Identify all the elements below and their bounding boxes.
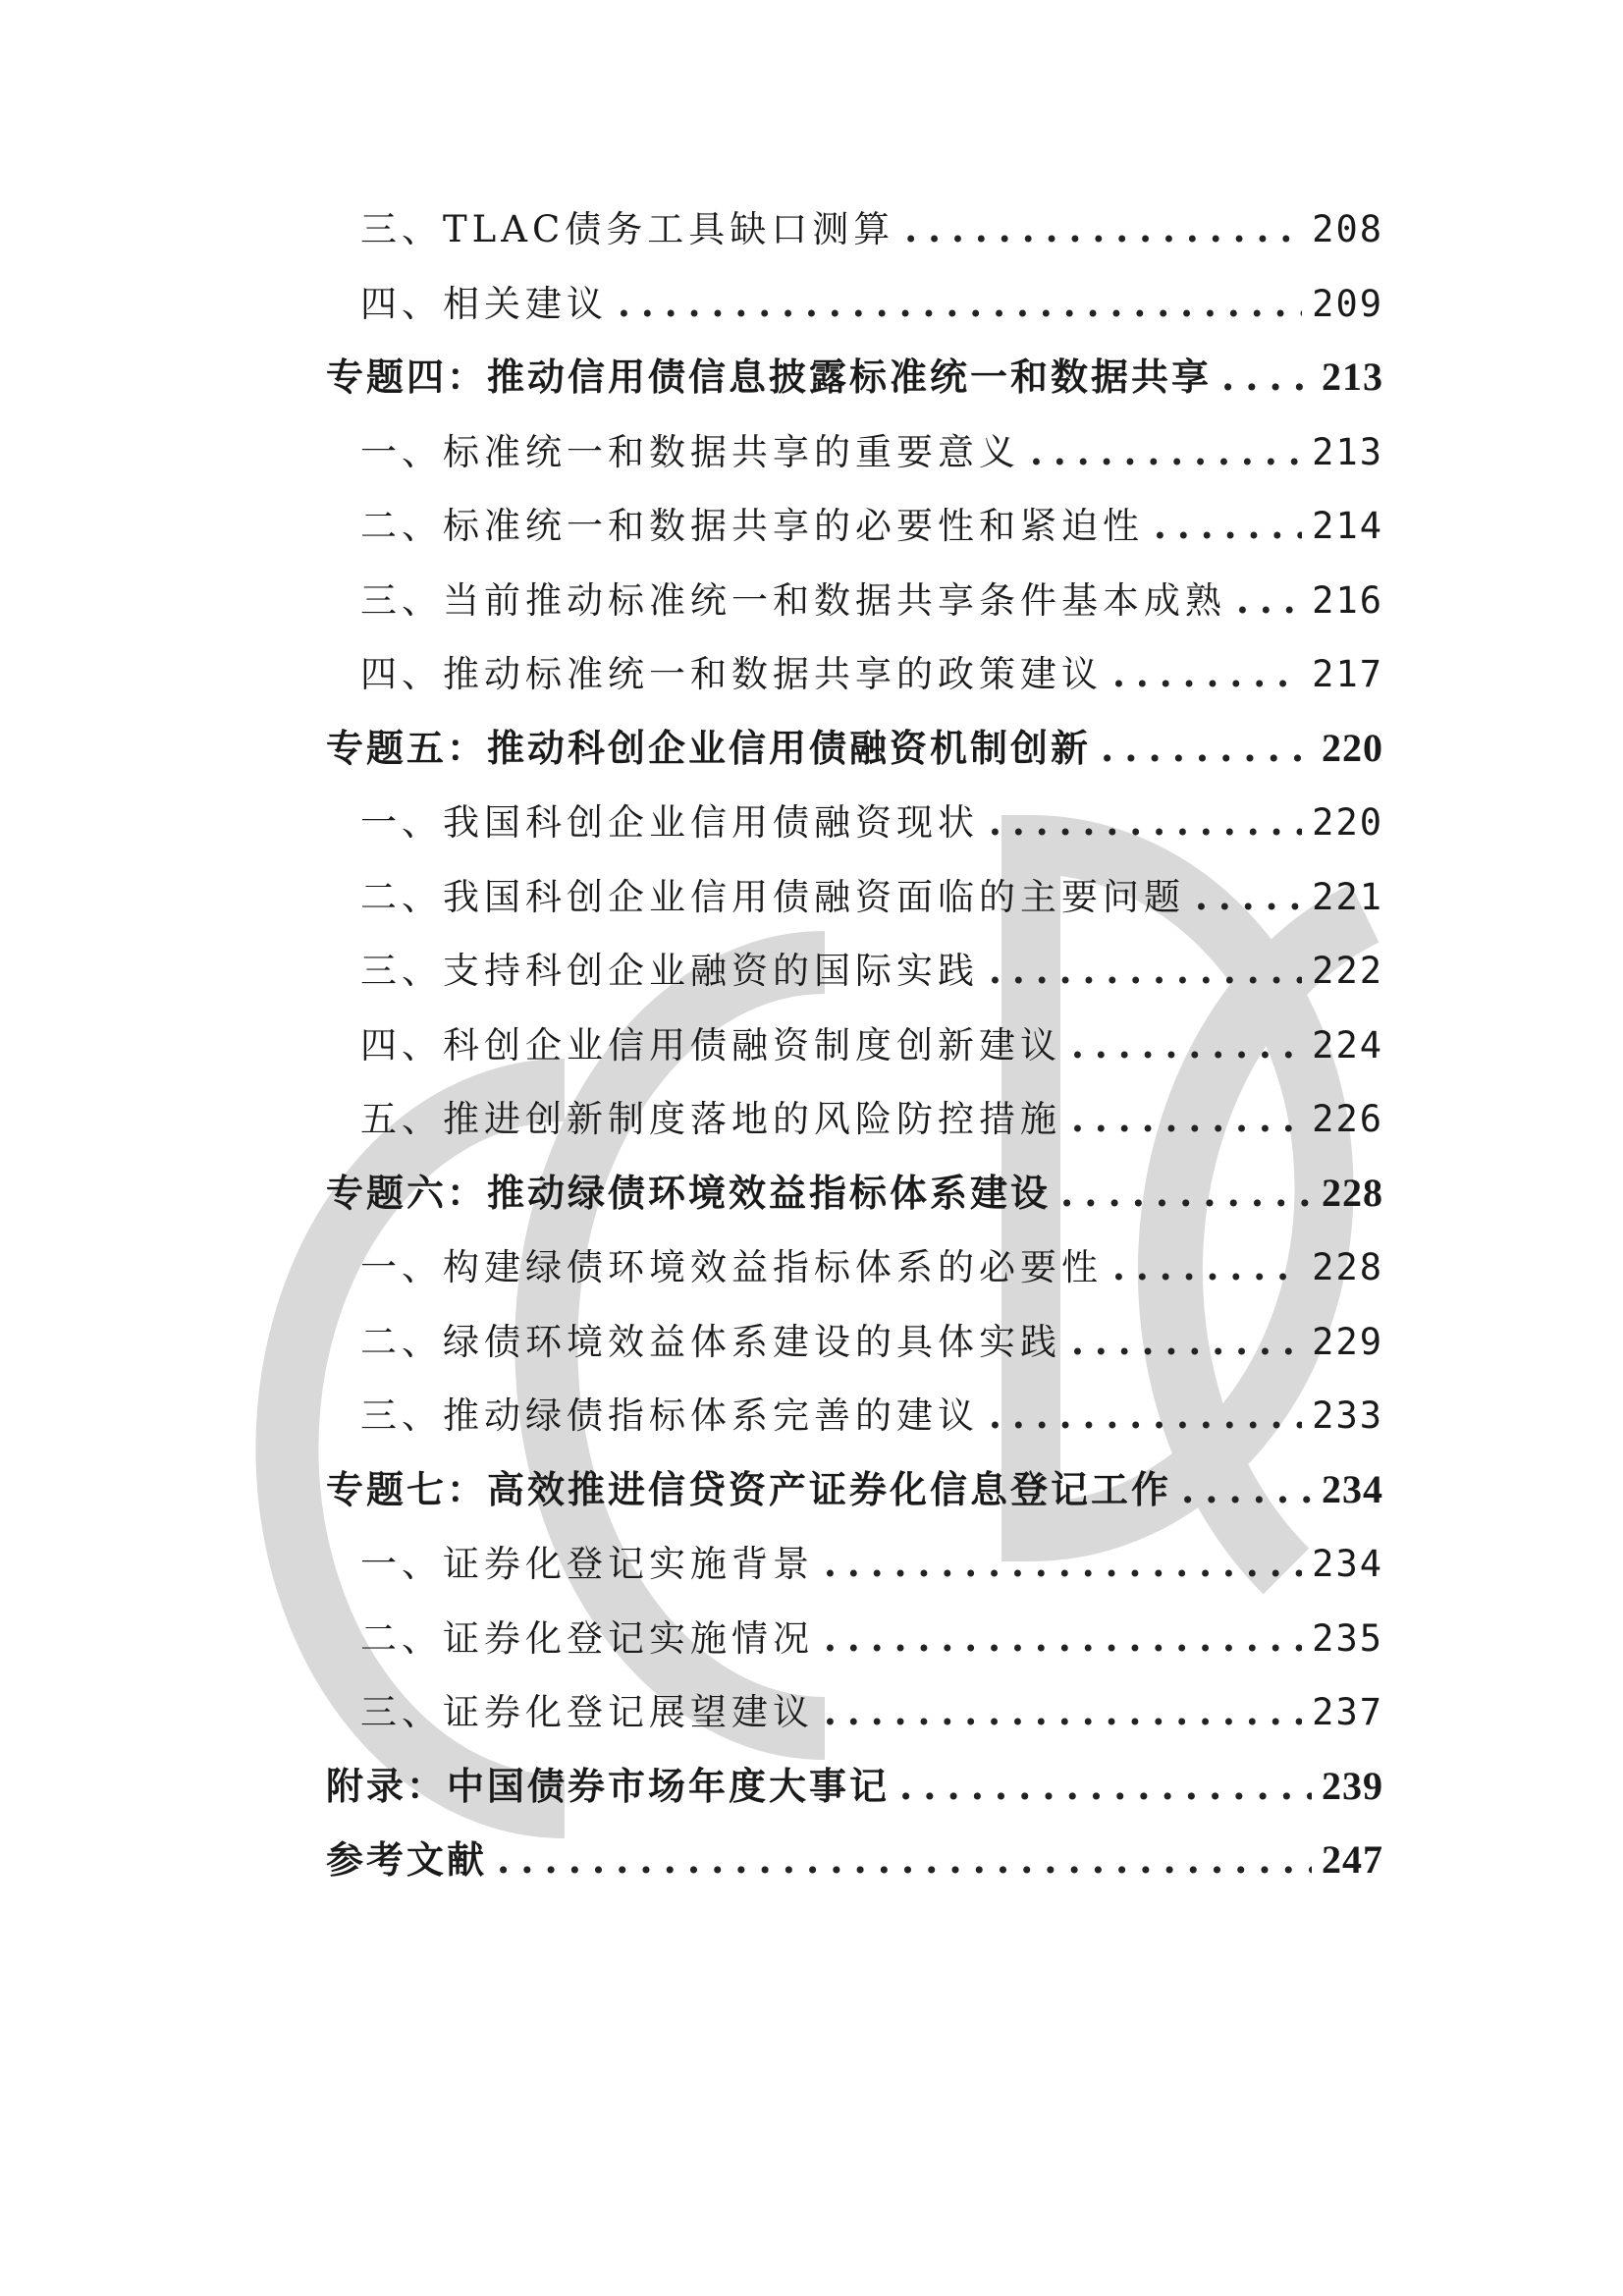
toc-dot-leader xyxy=(1195,867,1302,926)
toc-subsection-item[interactable] xyxy=(360,199,1383,258)
toc-section-heading[interactable] xyxy=(326,1460,1383,1519)
toc-entry-title: 附录：中国债券市场年度大事记 xyxy=(326,1764,891,1808)
toc-section-heading[interactable] xyxy=(326,1164,1383,1223)
toc-entry-title: 四、推动标准统一和数据共享的政策建议 xyxy=(360,653,1103,695)
toc-page-number: 222 xyxy=(1312,950,1383,992)
toc-page-number: 235 xyxy=(1312,1617,1383,1660)
toc-dot-leader xyxy=(989,1386,1302,1445)
toc-subsection-item[interactable] xyxy=(360,1682,1383,1741)
toc-dot-leader xyxy=(1060,1164,1312,1223)
toc-subsection-item[interactable] xyxy=(360,1015,1383,1074)
toc-dot-leader xyxy=(989,941,1302,1000)
toc-subsection-item[interactable] xyxy=(360,571,1383,629)
toc-dot-leader xyxy=(618,274,1302,333)
toc-dot-leader xyxy=(824,1534,1302,1593)
toc-entry-title: 专题六：推动绿债环境效益指标体系建设 xyxy=(326,1171,1052,1215)
toc-entry-title: 三、TLAC债务工具缺口测算 xyxy=(360,208,895,250)
toc-section-heading[interactable] xyxy=(326,1757,1383,1816)
toc-entry-title: 四、相关建议 xyxy=(360,283,608,325)
toc-page-number: 213 xyxy=(1312,431,1383,473)
toc-dot-leader xyxy=(1071,1015,1302,1074)
toc-page-number: 226 xyxy=(1312,1098,1383,1140)
toc-page-number: 234 xyxy=(1312,1543,1383,1585)
toc-subsection-item[interactable] xyxy=(360,941,1383,1000)
toc-page-number: 233 xyxy=(1312,1394,1383,1437)
toc-entry-title: 二、标准统一和数据共享的必要性和紧迫性 xyxy=(360,505,1144,547)
toc-page-number: 234 xyxy=(1322,1467,1383,1511)
toc-entry-title: 三、支持科创企业融资的国际实践 xyxy=(360,950,979,992)
toc-entry-title: 专题四：推动信用债信息披露标准统一和数据共享 xyxy=(326,355,1213,399)
toc-page-number: 220 xyxy=(1322,726,1383,770)
toc-subsection-item[interactable] xyxy=(360,867,1383,926)
toc-dot-leader xyxy=(1181,1460,1312,1519)
toc-entry-title: 三、当前推动标准统一和数据共享条件基本成熟 xyxy=(360,579,1226,622)
toc-subsection-item[interactable] xyxy=(360,1089,1383,1148)
toc-dot-leader xyxy=(1071,1312,1302,1371)
toc-subsection-item[interactable] xyxy=(360,1386,1383,1445)
toc-subsection-item[interactable] xyxy=(360,274,1383,333)
toc-dot-leader xyxy=(989,793,1302,851)
toc-dot-leader xyxy=(497,1831,1312,1889)
toc-page-number: 208 xyxy=(1312,208,1383,250)
toc-page-number: 220 xyxy=(1312,801,1383,844)
toc-page-number: 247 xyxy=(1322,1837,1383,1882)
toc-entry-title: 二、证券化登记实施情况 xyxy=(360,1617,814,1660)
toc-subsection-item[interactable] xyxy=(360,793,1383,851)
toc-dot-leader xyxy=(1221,348,1312,407)
toc-entry-title: 专题七：高效推进信贷资产证券化信息登记工作 xyxy=(326,1467,1172,1511)
toc-page-number: 239 xyxy=(1322,1764,1383,1808)
toc-entry-title: 专题五：推动科创企业信用债融资机制创新 xyxy=(326,726,1092,770)
toc-dot-leader xyxy=(1101,719,1312,778)
toc-subsection-item[interactable] xyxy=(360,1609,1383,1667)
toc-subsection-item[interactable] xyxy=(360,422,1383,481)
toc-subsection-item[interactable] xyxy=(360,1237,1383,1296)
toc-page-number: 229 xyxy=(1312,1321,1383,1363)
toc-subsection-item[interactable] xyxy=(360,496,1383,555)
toc-page-number: 221 xyxy=(1312,876,1383,918)
toc-entry-title: 四、科创企业信用债融资制度创新建议 xyxy=(360,1024,1061,1066)
toc-section-heading[interactable] xyxy=(326,348,1383,407)
toc-dot-leader xyxy=(824,1682,1302,1741)
toc-page-number: 237 xyxy=(1312,1691,1383,1733)
toc-page-number: 228 xyxy=(1322,1171,1383,1215)
toc-dot-leader xyxy=(904,199,1302,258)
toc-page-number: 217 xyxy=(1312,653,1383,695)
toc-dot-leader xyxy=(1030,422,1302,481)
toc-page-number: 228 xyxy=(1312,1246,1383,1288)
toc-entry-title: 一、构建绿债环境效益指标体系的必要性 xyxy=(360,1246,1103,1288)
toc-entry-title: 二、我国科创企业信用债融资面临的主要问题 xyxy=(360,876,1185,918)
toc-dot-leader xyxy=(824,1609,1302,1667)
toc-entry-title: 一、我国科创企业信用债融资现状 xyxy=(360,801,979,844)
toc-dot-leader xyxy=(1236,571,1302,629)
toc-dot-leader xyxy=(1112,644,1302,703)
toc-section-heading[interactable] xyxy=(326,719,1383,778)
toc-dot-leader xyxy=(1071,1089,1302,1148)
toc-entry-title: 五、推进创新制度落地的风险防控措施 xyxy=(360,1098,1061,1140)
toc-dot-leader xyxy=(1154,496,1302,555)
toc-entry-title: 三、证券化登记展望建议 xyxy=(360,1691,814,1733)
toc-entry-title: 一、证券化登记实施背景 xyxy=(360,1543,814,1585)
toc-page-number: 216 xyxy=(1312,579,1383,622)
toc-page-number: 214 xyxy=(1312,505,1383,547)
toc-subsection-item[interactable] xyxy=(360,1312,1383,1371)
toc-page-number: 209 xyxy=(1312,283,1383,325)
toc-subsection-item[interactable] xyxy=(360,1534,1383,1593)
toc-entry-title: 二、绿债环境效益体系建设的具体实践 xyxy=(360,1321,1061,1363)
toc-entry-title: 三、推动绿债指标体系完善的建议 xyxy=(360,1394,979,1437)
toc-dot-leader xyxy=(1112,1237,1302,1296)
toc-page-number: 213 xyxy=(1322,355,1383,399)
toc-dot-leader xyxy=(899,1757,1312,1816)
toc-section-heading[interactable] xyxy=(326,1831,1383,1889)
toc-entry-title: 一、标准统一和数据共享的重要意义 xyxy=(360,431,1020,473)
toc-entry-title: 参考文献 xyxy=(326,1837,488,1882)
toc-page-number: 224 xyxy=(1312,1024,1383,1066)
toc-subsection-item[interactable] xyxy=(360,644,1383,703)
